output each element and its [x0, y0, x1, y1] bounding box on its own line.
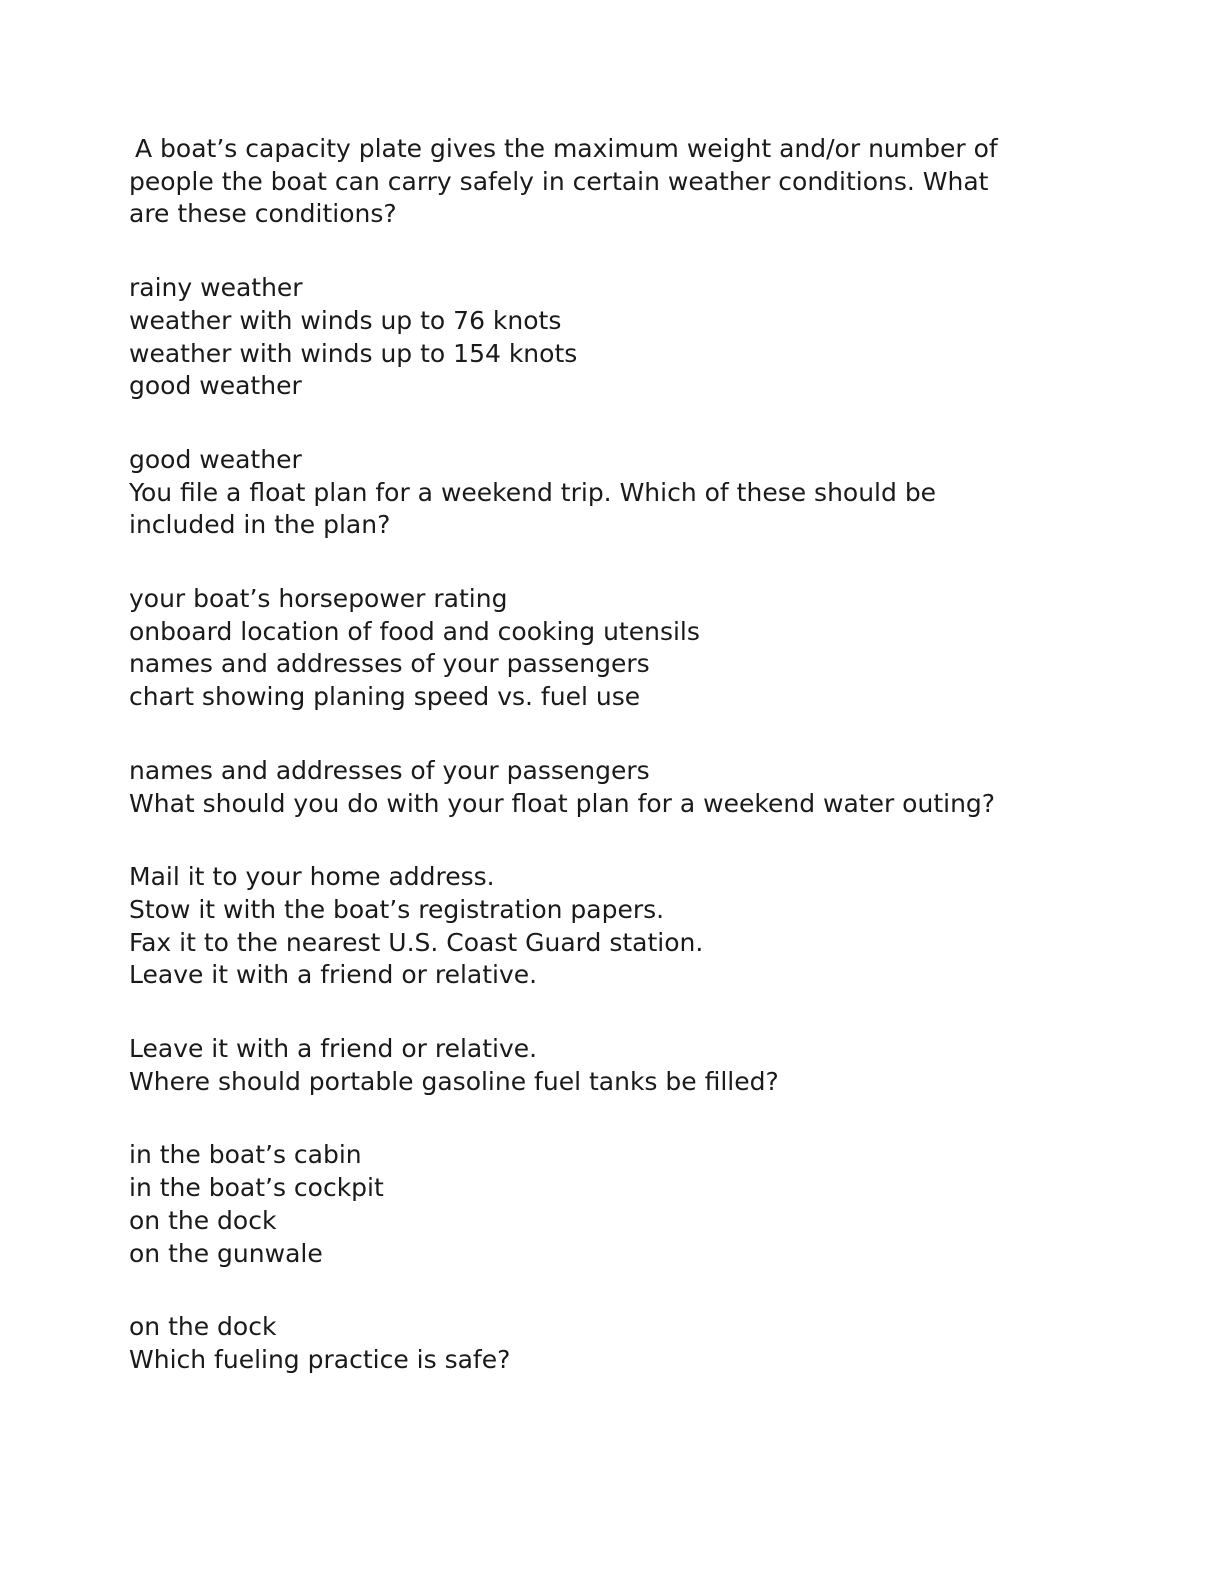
answer-line: Leave it with a friend or relative. — [129, 1034, 538, 1064]
text-line: What should you do with your float plan for a weekend water outing? — [129, 788, 996, 818]
option-line: your boat’s horsepower rating — [129, 584, 508, 614]
question-block — [129, 133, 1089, 231]
text-line: You file a float plan for a weekend trip. Which of these should be — [129, 477, 937, 507]
option-line: Stow it with the boat’s registration papers. — [129, 894, 665, 924]
answer-line: names and addresses of your passengers — [129, 755, 650, 785]
options-block — [129, 272, 1089, 403]
options-block — [129, 861, 1089, 992]
option-line: in the boat’s cockpit — [129, 1173, 384, 1203]
options-block — [129, 1139, 1089, 1270]
option-line: Fax it to the nearest U.S. Coast Guard station. — [129, 927, 704, 957]
document-body — [129, 133, 1089, 1377]
option-line: on the gunwale — [129, 1238, 323, 1268]
text-line: Where should portable gasoline fuel tanks be filled? — [129, 1066, 779, 1096]
option-line: good weather — [129, 371, 302, 401]
text-line: Which fueling practice is safe? — [129, 1344, 511, 1374]
option-line: rainy weather — [129, 273, 303, 303]
options-block — [129, 583, 1089, 714]
option-line: weather with winds up to 154 knots — [129, 338, 578, 368]
option-line: Leave it with a friend or relative. — [129, 960, 538, 990]
text-line: A boat’s capacity plate gives the maximum weight and/or number of — [135, 134, 998, 163]
answer-line: good weather — [129, 444, 302, 474]
option-line: in the boat’s cabin — [129, 1140, 362, 1170]
option-line: names and addresses of your passengers — [129, 649, 650, 679]
option-line: weather with winds up to 76 knots — [129, 305, 562, 335]
text-line: are these conditions? — [129, 199, 397, 229]
option-line: chart showing planing speed vs. fuel use — [129, 682, 641, 712]
option-line: on the dock — [129, 1205, 277, 1235]
option-line: onboard location of food and cooking utensils — [129, 616, 700, 646]
answer-question-block — [129, 1311, 1089, 1376]
answer-question-block — [129, 1033, 1089, 1098]
answer-question-block — [129, 755, 1089, 820]
answer-question-block — [129, 444, 1089, 542]
text-line: people the boat can carry safely in certain weather conditions. What — [129, 166, 989, 196]
option-line: Mail it to your home address. — [129, 862, 495, 892]
text-line: included in the plan? — [129, 510, 391, 540]
answer-line: on the dock — [129, 1312, 277, 1342]
